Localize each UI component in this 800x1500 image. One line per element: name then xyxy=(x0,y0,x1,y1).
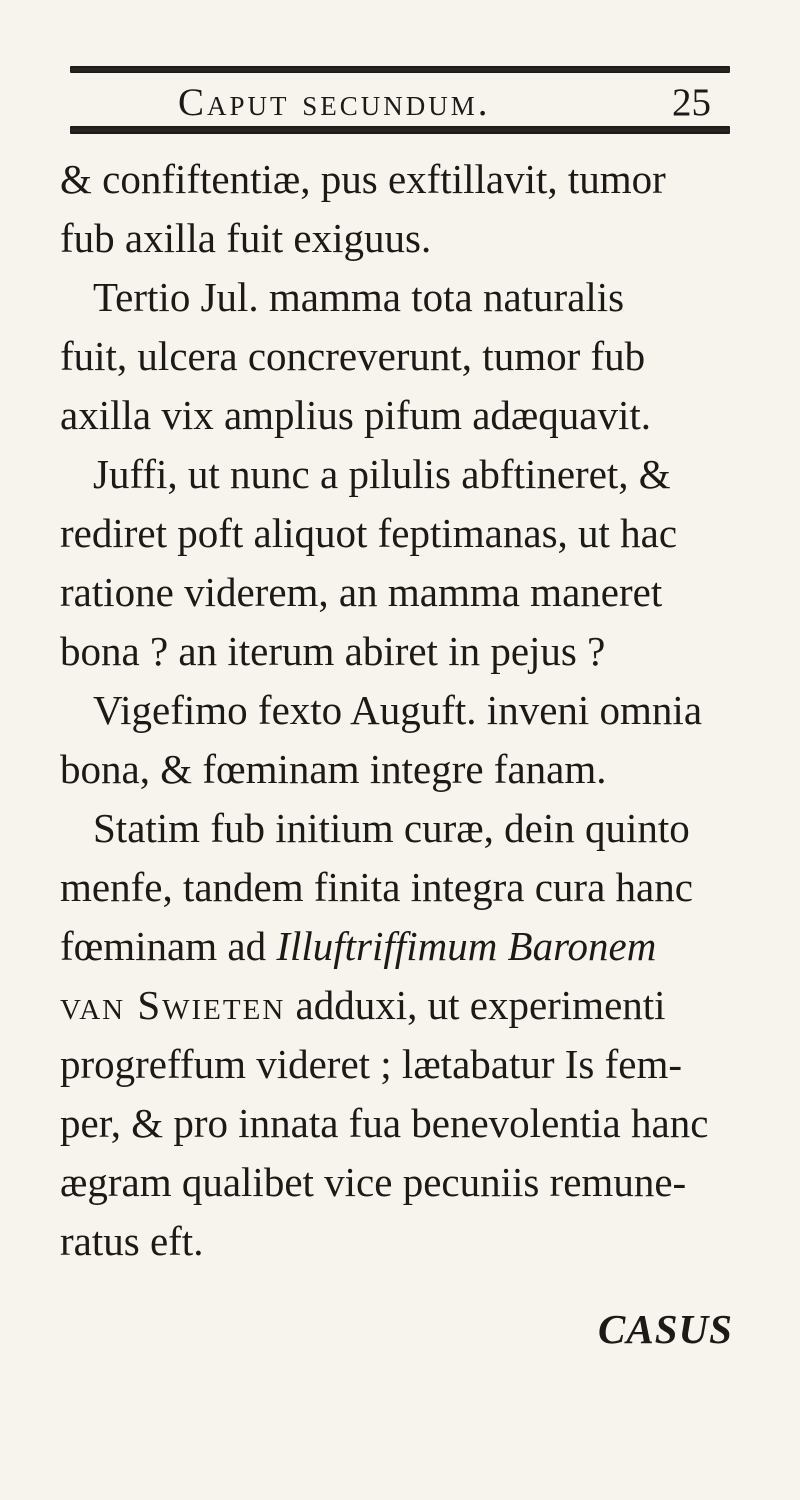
text-segment: fœminam ad xyxy=(60,923,267,969)
text-line xyxy=(60,976,740,1035)
text-line: Vigefimo fexto Auguft. inveni omnia xyxy=(93,687,703,733)
text-line: progreffum videret ; lætabatur Is fem- xyxy=(60,1041,683,1087)
running-title: Caput secundum. xyxy=(178,81,491,124)
text-segment: adduxi, ut experimenti xyxy=(295,982,666,1028)
text-line: ægram qualibet vice pecuniis remune- xyxy=(60,1159,687,1205)
text-line xyxy=(60,917,740,976)
italic-name: Illuftriffimum Baronem xyxy=(276,923,657,969)
text-line: per, & pro innata fua benevolentia hanc xyxy=(60,1100,709,1146)
text-line: Juffi, ut nunc a pilulis abftineret, & xyxy=(93,451,671,497)
small-caps-name: van Swieten xyxy=(60,982,286,1028)
page-number: 25 xyxy=(672,81,711,124)
catchword: CASUS xyxy=(598,1306,733,1352)
header-rule-bottom xyxy=(70,126,730,134)
text-line: bona, & fœminam integre fanam. xyxy=(60,746,607,792)
body-text xyxy=(60,150,740,1271)
text-line: ratione viderem, an mamma maneret xyxy=(60,569,663,615)
text-line: Tertio Jul. mamma tota naturalis xyxy=(93,274,625,320)
text-line: Statim fub initium curæ, dein quinto xyxy=(93,805,690,851)
text-line: rediret poft aliquot feptimanas, ut hac xyxy=(60,510,678,556)
text-line: ratus eft. xyxy=(60,1218,204,1264)
text-line: fub axilla fuit exiguus. xyxy=(60,215,432,261)
header-rule-top xyxy=(70,66,730,73)
text-line: menfe, tandem finita integra cura hanc xyxy=(60,864,693,910)
text-line: bona ? an iterum abiret in pejus ? xyxy=(60,628,606,674)
text-line: fuit, ulcera concreverunt, tumor fub xyxy=(60,333,646,379)
text-line: axilla vix amplius pifum adæquavit. xyxy=(60,392,651,438)
text-line: & confiftentiæ, pus exftillavit, tumor xyxy=(60,156,666,202)
